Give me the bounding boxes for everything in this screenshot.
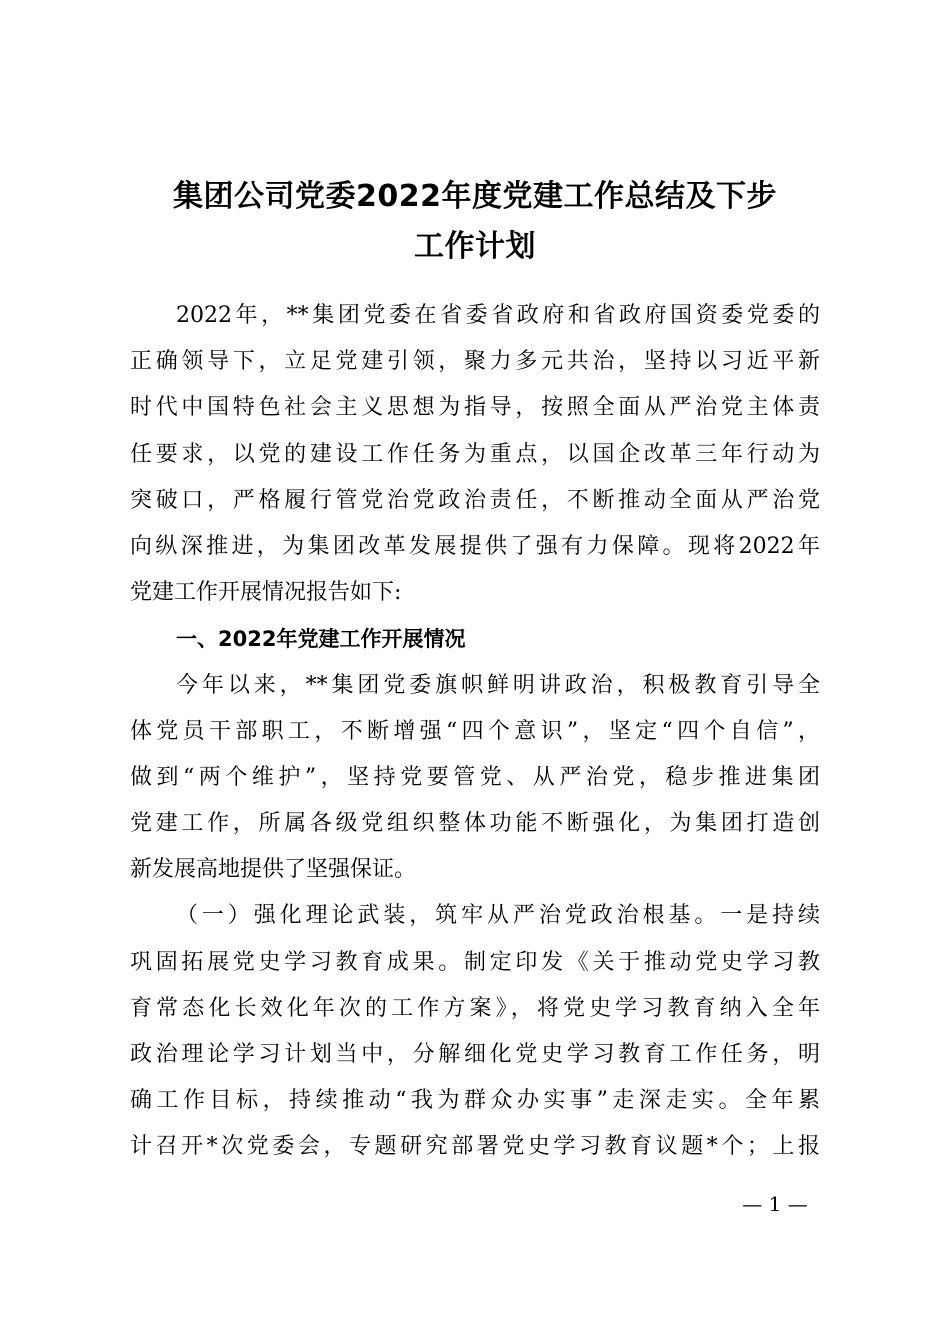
text-line: （一）强化理论武装，筑牢从严治党政治根基。一是持续 bbox=[176, 903, 820, 929]
text-line: 育常态化长效化年次的工作方案》，将党史学习教育纳入全年 bbox=[130, 995, 820, 1021]
text-line: 体党员干部职工，不断增强“四个意识”，坚定“四个自信”， bbox=[130, 718, 820, 744]
text-line: 任要求，以党的建设工作任务为重点，以国企改革三年行动为 bbox=[130, 441, 820, 467]
document-body bbox=[130, 293, 820, 1171]
text-line: 党建工作开展情况报告如下: bbox=[130, 580, 402, 606]
heading-line: 一、2022年党建工作开展情况 bbox=[176, 627, 466, 652]
text-line: 计召开*次党委会，专题研究部署党史学习教育议题*个；上报 bbox=[130, 1134, 820, 1160]
text-line: 今年以来，**集团党委旗帜鲜明讲政治，积极教育引导全 bbox=[176, 672, 820, 698]
document-title bbox=[130, 172, 820, 272]
title-line: 工作计划 bbox=[414, 229, 536, 264]
text-line: 新发展高地提供了坚强保证。 bbox=[130, 857, 417, 883]
page-number: — 1 — bbox=[742, 1192, 808, 1216]
text-line: 时代中国特色社会主义思想为指导，按照全面从严治党主体责 bbox=[130, 395, 820, 421]
text-line: 2022年，**集团党委在省委省政府和省政府国资委党委的 bbox=[176, 303, 820, 328]
text-line: 做到“两个维护”，坚持党要管党、从严治党，稳步推进集团 bbox=[130, 764, 820, 790]
text-line: 党建工作，所属各级党组织整体功能不断强化，为集团打造创 bbox=[130, 811, 820, 837]
text-line: 向纵深推进，为集团改革发展提供了强有力保障。现将2022年 bbox=[130, 533, 820, 559]
text-line: 确工作目标，持续推动“我为群众办实事”走深走实。全年累 bbox=[130, 1088, 820, 1114]
subsection-paragraph bbox=[130, 893, 820, 1170]
text-line: 正确领导下，立足党建引领，聚力多元共治，坚持以习近平新 bbox=[130, 349, 820, 375]
intro-paragraph bbox=[130, 293, 820, 616]
text-line: 政治理论学习计划当中，分解细化党史学习教育工作任务，明 bbox=[130, 1042, 820, 1067]
text-line: 巩固拓展党史学习教育成果。制定印发《关于推动党史学习教 bbox=[130, 949, 820, 975]
section-heading bbox=[130, 616, 820, 662]
overview-paragraph bbox=[130, 663, 820, 894]
text-line: 突破口，严格履行管党治党政治责任，不断推动全面从严治党 bbox=[130, 487, 820, 513]
title-line: 集团公司党委2022年度党建工作总结及下步 bbox=[173, 179, 777, 214]
